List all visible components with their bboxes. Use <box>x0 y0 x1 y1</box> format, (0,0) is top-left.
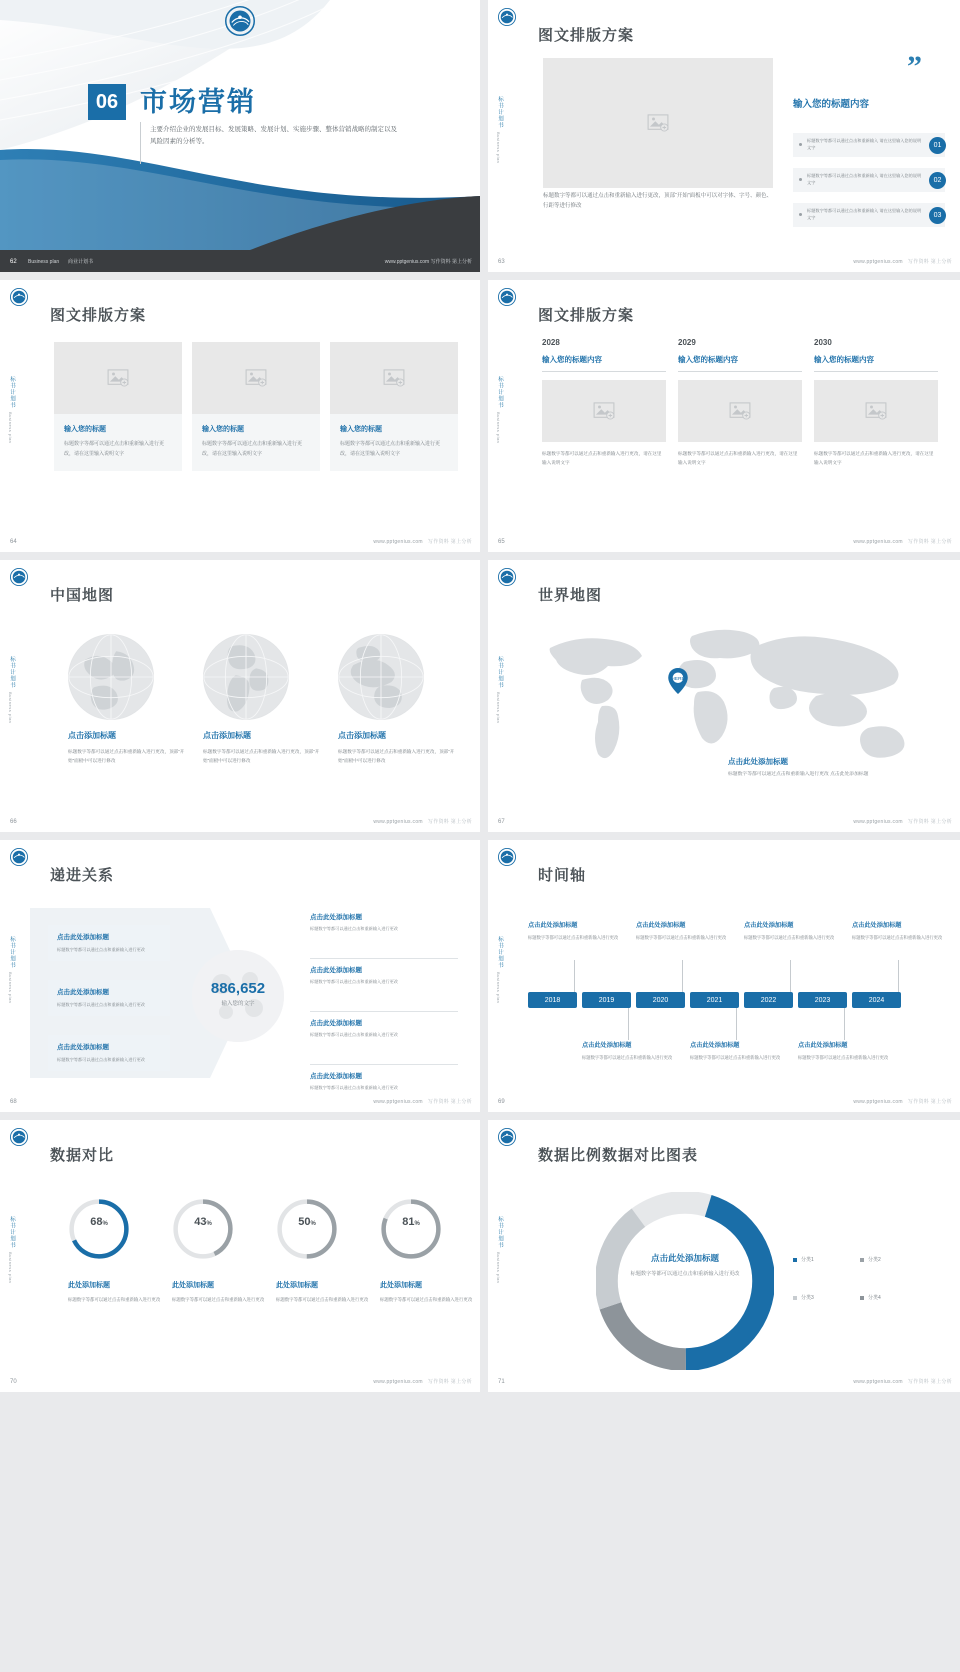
page-number: 68 <box>10 1099 17 1105</box>
image-placeholder[interactable] <box>542 380 666 442</box>
section-title: 市场营销 <box>140 87 256 117</box>
slide-68[interactable] <box>0 840 480 1112</box>
column-text: 标题数字等都可以通过点击和重新输入进行更改，请在这里输入说明文字 <box>340 441 441 457</box>
page-title: 中国地图 <box>50 587 115 604</box>
university-logo-icon <box>10 848 28 866</box>
progress-ring <box>68 1198 130 1260</box>
slide-62[interactable] <box>0 0 480 272</box>
footer-credit: www.pptgenius.com 写作资料 第上分析 <box>384 259 472 265</box>
section-description: 主要介绍企业的发展目标、发展策略、发展计划、实施步骤、整体营销战略的制定以及风险因素的分析等。 <box>150 126 397 146</box>
item-heading: 点击此处添加标题 <box>310 1073 362 1080</box>
left-card[interactable] <box>48 1035 170 1071</box>
image-placeholder[interactable] <box>330 342 458 414</box>
timeline-year[interactable]: 2018 <box>528 992 577 1008</box>
item-heading: 点击此处添加标题 <box>798 1042 848 1049</box>
timeline-year[interactable]: 2019 <box>582 992 631 1008</box>
university-logo-icon <box>498 848 516 866</box>
slide-70[interactable] <box>0 1120 480 1392</box>
list-item-text: 标题数字等都可以通过点击和重新输入 请在这里输入您的说明文字 <box>807 138 922 150</box>
timeline-tick <box>844 1008 845 1040</box>
globe-icon[interactable] <box>203 634 289 720</box>
list-item-text: 标题数字等都可以通过点击和重新输入 请在这里输入您的说明文字 <box>807 208 922 220</box>
map-heading: 点击此处添加标题 <box>728 757 788 766</box>
card-text: 标题数字等都可以通过点击和重新输入进行更改 <box>57 1057 145 1062</box>
column-heading: 点击添加标题 <box>338 731 386 740</box>
image-icon <box>647 114 669 132</box>
bullet-icon <box>799 143 802 146</box>
column-heading: 输入您的标题内容 <box>814 355 874 364</box>
item-text: 标题数字等都可以通过点击和重新输入进行更改 <box>636 935 727 940</box>
year-label: 2028 <box>542 338 560 347</box>
slide-66[interactable] <box>0 560 480 832</box>
timeline-tick <box>574 960 575 992</box>
page-title: 图文排版方案 <box>538 27 635 44</box>
footer-credit: www.pptgenius.com 写作资料 第上分析 <box>373 539 472 545</box>
map-pin-icon[interactable] <box>668 668 688 694</box>
column-text: 标题数字等都可以通过点击和重新输入进行更改，顶部“开始”面板中可以进行修改 <box>338 749 455 763</box>
timeline-bottom-item[interactable] <box>690 1040 782 1062</box>
timeline-year[interactable]: 2024 <box>852 992 901 1008</box>
bullet-icon <box>799 213 802 216</box>
item-text: 标题数字等都可以通过点击和重新输入进行更改 <box>582 1055 673 1060</box>
item-text: 标题数字等都可以通过点击和重新输入进行更改 <box>798 1055 889 1060</box>
image-icon <box>383 369 405 387</box>
page-title: 时间轴 <box>538 867 587 884</box>
slide-69[interactable] <box>480 840 960 1112</box>
page-number: 67 <box>498 819 505 825</box>
university-logo-icon <box>10 568 28 586</box>
column-body <box>192 414 320 471</box>
content-column[interactable] <box>814 338 938 467</box>
university-logo-icon <box>10 1128 28 1146</box>
timeline-tick <box>790 960 791 992</box>
card-text: 标题数字等都可以通过点击和重新输入进行更改 <box>57 947 145 952</box>
timeline-top-item[interactable] <box>852 920 944 942</box>
section-number: 06 <box>88 84 126 120</box>
item-text: 标题数字等都可以通过点击和重新输入进行更改 <box>380 1297 473 1302</box>
page-number: 65 <box>498 539 505 545</box>
university-logo-icon <box>225 6 255 36</box>
timeline-top-item[interactable] <box>636 920 728 942</box>
item-heading: 点击此处添加标题 <box>310 967 362 974</box>
timeline-year[interactable]: 2023 <box>798 992 847 1008</box>
page-title: 世界地图 <box>538 587 603 604</box>
footer-credit: www.pptgenius.com 写作资料 第上分析 <box>853 1099 952 1105</box>
item-text: 标题数字等都可以通过点击和重新输入进行更改 <box>528 935 619 940</box>
content-column[interactable] <box>54 342 182 471</box>
progress-ring <box>276 1198 338 1260</box>
right-item[interactable] <box>310 1018 458 1038</box>
image-caption: 标题数字等都可以通过点击和重新输入进行更改，顶部“开始”面板中可以对字体、字号、颜色、行距等进行修改 <box>543 193 773 209</box>
column-heading: 点击添加标题 <box>203 731 251 740</box>
university-logo-icon <box>10 288 28 306</box>
side-ribbon: 标书计划书 Business plan <box>8 936 15 1003</box>
item-heading: 点击此处添加标题 <box>744 922 794 929</box>
item-heading: 点击此处添加标题 <box>636 922 686 929</box>
image-icon <box>107 369 129 387</box>
right-item[interactable] <box>310 965 458 985</box>
timeline-tick <box>682 960 683 992</box>
divider <box>678 371 802 372</box>
footer-credit: www.pptgenius.com 写作资料 第上分析 <box>853 1379 952 1385</box>
image-placeholder[interactable] <box>192 342 320 414</box>
footer-credit: www.pptgenius.com 写作资料 第上分析 <box>373 819 472 825</box>
divider <box>542 371 666 372</box>
ring-value: 68% <box>90 1216 108 1228</box>
image-icon <box>245 369 267 387</box>
right-item[interactable] <box>310 1071 458 1091</box>
footer-credit: www.pptgenius.com 写作资料 第上分析 <box>853 819 952 825</box>
side-ribbon: 标书计划书 Business plan <box>496 656 503 723</box>
page-number: 64 <box>10 539 17 545</box>
university-logo-icon <box>498 1128 516 1146</box>
ring-value: 43% <box>194 1216 212 1228</box>
divider <box>310 1064 458 1065</box>
quote-mark-icon: ” <box>907 50 922 83</box>
footer-cn-label: 商业计划书 <box>68 259 94 265</box>
university-logo-icon <box>498 288 516 306</box>
item-heading: 此处添加标题 <box>276 1282 318 1289</box>
page-title: 递进关系 <box>50 867 115 884</box>
page-number: 69 <box>498 1099 505 1105</box>
list-item[interactable] <box>793 168 945 192</box>
svg-text:HERE: HERE <box>671 676 685 682</box>
world-map[interactable] <box>516 618 940 778</box>
column-text: 标题数字等都可以通过点击和重新输入进行更改，顶部“开始”面板中可以进行修改 <box>203 749 320 763</box>
column-heading: 输入您的标题 <box>64 426 106 433</box>
side-ribbon: 标书计划书 Business plan <box>496 96 503 163</box>
item-text: 标题数字等都可以通过点击和重新输入进行更改 <box>310 926 398 931</box>
donut-center-heading: 点击此处添加标题 <box>650 1253 719 1263</box>
content-heading: 输入您的标题内容 <box>793 99 870 110</box>
ring-value: 50% <box>298 1216 316 1228</box>
list-item[interactable] <box>793 203 945 227</box>
image-icon <box>729 402 751 420</box>
column-heading: 输入您的标题内容 <box>678 355 738 364</box>
left-card[interactable] <box>48 980 170 1016</box>
footer-credit: www.pptgenius.com 写作资料 第上分析 <box>373 1099 472 1105</box>
badge-number: 03 <box>929 207 946 224</box>
page-title: 图文排版方案 <box>50 307 147 324</box>
timeline-bottom-item[interactable] <box>582 1040 674 1062</box>
column-text: 标题数字等都可以通过点击和重新输入进行更改，请在这里输入说明文字 <box>678 451 798 465</box>
university-logo-icon <box>498 568 516 586</box>
divider <box>814 371 938 372</box>
column-text: 标题数字等都可以通过点击和重新输入进行更改，请在这里输入说明文字 <box>542 451 662 465</box>
content-column[interactable] <box>330 342 458 471</box>
column-heading: 输入您的标题 <box>202 426 244 433</box>
title-divider <box>140 122 141 164</box>
item-text: 标题数字等都可以通过点击和重新输入进行更改 <box>744 935 835 940</box>
list-item[interactable] <box>793 133 945 157</box>
footer-en-label: Business plan <box>28 259 60 265</box>
page-title: 数据对比 <box>50 1147 115 1164</box>
item-heading: 点击此处添加标题 <box>582 1042 632 1049</box>
timeline-tick <box>628 1008 629 1040</box>
timeline-top-item[interactable] <box>744 920 836 942</box>
column-body <box>330 414 458 471</box>
item-heading: 点击此处添加标题 <box>528 922 578 929</box>
footer-credit: www.pptgenius.com 写作资料 第上分析 <box>373 1379 472 1385</box>
content-column[interactable] <box>678 338 802 467</box>
progress-ring <box>380 1198 442 1260</box>
image-placeholder[interactable] <box>54 342 182 414</box>
item-heading: 此处添加标题 <box>172 1282 214 1289</box>
column-text: 标题数字等都可以通过点击和重新输入进行更改，请在这里输入说明文字 <box>202 441 303 457</box>
card-heading: 点击此处添加标题 <box>57 1044 109 1051</box>
year-label: 2029 <box>678 338 696 347</box>
timeline-tick <box>736 1008 737 1040</box>
legend-item: 分类1 <box>793 1256 814 1263</box>
progress-ring <box>172 1198 234 1260</box>
legend-item: 分类4 <box>860 1294 881 1301</box>
globe-icon[interactable] <box>68 634 154 720</box>
item-heading: 点击此处添加标题 <box>690 1042 740 1049</box>
bullet-icon <box>799 178 802 181</box>
item-text: 标题数字等都可以通过点击和重新输入进行更改 <box>852 935 943 940</box>
globe-icon[interactable] <box>338 634 424 720</box>
column-heading: 点击添加标题 <box>68 731 116 740</box>
legend-item: 分类3 <box>793 1294 814 1301</box>
side-ribbon: 标书计划书 Business plan <box>8 376 15 443</box>
right-item[interactable] <box>310 912 458 932</box>
card-heading: 点击此处添加标题 <box>57 934 109 941</box>
card-text: 标题数字等都可以通过点击和重新输入进行更改 <box>57 1002 145 1007</box>
donut-chart[interactable] <box>596 1192 774 1370</box>
slide-65[interactable] <box>480 280 960 552</box>
timeline-year[interactable]: 2021 <box>690 992 739 1008</box>
image-placeholder[interactable] <box>814 380 938 442</box>
item-heading: 点击此处添加标题 <box>852 922 902 929</box>
timeline-tick <box>898 960 899 992</box>
item-text: 标题数字等都可以通过点击和重新输入进行更改 <box>690 1055 781 1060</box>
card-heading: 点击此处添加标题 <box>57 989 109 996</box>
badge-number: 01 <box>929 137 946 154</box>
column-text: 标题数字等都可以通过点击和重新输入进行更改，请在这里输入说明文字 <box>814 451 934 465</box>
column-text: 标题数字等都可以通过点击和重新输入进行更改，请在这里输入说明文字 <box>64 441 165 457</box>
side-ribbon: 标书计划书 Business plan <box>496 1216 503 1283</box>
content-column[interactable] <box>542 338 666 467</box>
image-icon <box>865 402 887 420</box>
item-heading: 点击此处添加标题 <box>310 914 362 921</box>
footer-credit: www.pptgenius.com 写作资料 第上分析 <box>853 259 952 265</box>
list-item-text: 标题数字等都可以通过点击和重新输入 请在这里输入您的说明文字 <box>807 173 922 185</box>
page-number: 66 <box>10 819 17 825</box>
side-ribbon: 标书计划书 Business plan <box>496 376 503 443</box>
timeline-year[interactable]: 2020 <box>636 992 685 1008</box>
page-number: 63 <box>498 259 505 265</box>
item-text: 标题数字等都可以通过点击和重新输入进行更改 <box>310 1085 398 1090</box>
big-number-label: 输入您的文字 <box>221 1001 255 1007</box>
column-heading: 输入您的标题内容 <box>542 355 602 364</box>
column-heading: 输入您的标题 <box>340 426 382 433</box>
item-text: 标题数字等都可以通过点击和重新输入进行更改 <box>276 1297 369 1302</box>
column-text: 标题数字等都可以通过点击和重新输入进行更改，顶部“开始”面板中可以进行修改 <box>68 749 185 763</box>
page-title: 图文排版方案 <box>538 307 635 324</box>
slide-71[interactable] <box>480 1120 960 1392</box>
side-ribbon: 标书计划书 Business plan <box>8 1216 15 1283</box>
slide-63[interactable] <box>480 0 960 272</box>
slide-67[interactable] <box>480 560 960 832</box>
page-number: 70 <box>10 1379 17 1385</box>
badge-number: 02 <box>929 172 946 189</box>
side-ribbon: 标书计划书 Business plan <box>496 936 503 1003</box>
column-body <box>54 414 182 471</box>
item-text: 标题数字等都可以通过点击和重新输入进行更改 <box>68 1297 161 1302</box>
donut-center-text: 标题数字等都可以通过点击和重新输入进行更改 <box>630 1271 740 1277</box>
page-number: 71 <box>498 1379 505 1385</box>
image-icon <box>593 402 615 420</box>
timeline-year[interactable]: 2022 <box>744 992 793 1008</box>
item-text: 标题数字等都可以通过点击和重新输入进行更改 <box>310 1032 398 1037</box>
left-card[interactable] <box>48 925 170 961</box>
timeline-bottom-item[interactable] <box>798 1040 890 1062</box>
page-number: 62 <box>10 259 17 265</box>
legend-item: 分类2 <box>860 1256 881 1263</box>
slide-64[interactable] <box>0 280 480 552</box>
image-placeholder[interactable] <box>543 58 773 188</box>
ring-value: 81% <box>402 1216 420 1228</box>
divider <box>310 958 458 959</box>
divider <box>310 1011 458 1012</box>
university-logo-icon <box>498 8 516 26</box>
big-number: 886,652 <box>210 980 266 997</box>
timeline-top-item[interactable] <box>528 920 620 942</box>
map-text: 标题数字等都可以通过点击和重新输入进行更改 点击此处添加标题 <box>728 772 869 777</box>
item-text: 标题数字等都可以通过点击和重新输入进行更改 <box>310 979 398 984</box>
content-column[interactable] <box>192 342 320 471</box>
footer-credit: www.pptgenius.com 写作资料 第上分析 <box>853 539 952 545</box>
year-label: 2030 <box>814 338 832 347</box>
item-text: 标题数字等都可以通过点击和重新输入进行更改 <box>172 1297 265 1302</box>
item-heading: 此处添加标题 <box>380 1282 422 1289</box>
item-heading: 点击此处添加标题 <box>310 1020 362 1027</box>
item-heading: 此处添加标题 <box>68 1282 110 1289</box>
image-placeholder[interactable] <box>678 380 802 442</box>
side-ribbon: 标书计划书 Business plan <box>8 656 15 723</box>
page-title: 数据比例数据对比图表 <box>538 1147 699 1164</box>
